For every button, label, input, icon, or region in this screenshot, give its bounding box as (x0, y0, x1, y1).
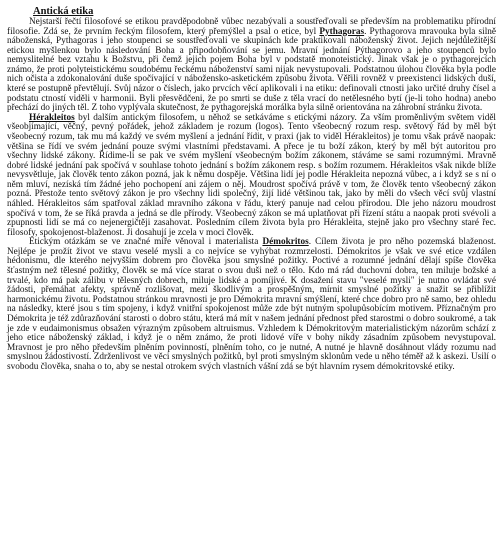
paragraph-text: Nejstarší řečtí filosofové se etikou pravděpodobně vůbec nezabývali a soustřeďovali se především na problematiku přírodní filosofie. Zdá se, že prvním řeckým filosofem, který přemýšlel a psal o etice, byl (7, 17, 496, 37)
paragraph-pythagoras (7, 18, 496, 114)
paragraph-text: . Pythagorova mravouka byla silně náboženská, Pythagoras i jeho stoupenci se soustřeďovali ve skupinách kde praktikovali náboženský život. Jejich nejdůležitější etickou myšlenkou bylo následování Boha a připodobňování se jemu. Mravní jednání Pýthagorovo a jeho stoupenců bylo nemyslitelné bez vztahu k Božstvu, při čemž jejich pojem Boha byl v podstatě monoteistický. Jinak však je o pythagorejcích známo, že proti polyteistickému soudobému řeckému náboženství sami nijak nevystupovali. Podstatnou úlohou člověka byla podle nich očista a zdokonalování duše spočívající v nábožensko-asketickém způsobu života. Věřili rovněž v preexistenci lidských duší, které se postupně převtělují. Svůj názor o číslech, jako prvcích věcí aplikovali i na etiku: definovali ctnosti jako určité druhy čísel a podstatu ctností viděli v harmonii. Byli přesvědčeni, že po smrti se duše z těla vrací do netělesného bytí (je-li toho hodna) anebo přechází do jiných těl. Z toho vyplývala skutečnost, že pythagorejská morálka byla silně orientována na záhrobní stránku života. (7, 26, 497, 114)
page-bottom-edge (0, 530, 503, 534)
paragraph-text: Etickým otázkám se ve značné míře věnoval i materialista (29, 237, 263, 248)
philosopher-name: Hérakleitos (29, 112, 75, 123)
paragraph-text: byl dalším antickým filosofem, u něhož se setkáváme s etickými názory. Za vším proměnlivým světem viděl všeobjímající, věčný, pevný pořádek, jehož základem je rozum (logos). Tento všeobecný rozum resp. světový řád by měl být všeobecný rozum, tak mu má každý ve svém myšlení a jednání řídit, v praxi (jak to viděl Hérakleitos) je tomu však právě naopak: většina se řídí ve svém jednání pouze svými vlastními představami. A přece je tu boží zákon, který by měl být autoritou pro všechny lidské zákony. Řídime-li se pak ve svém myšlení všeobecným božím zákonem, stáváme se sami rozumnými. Mravně dobré lidské jednání pak spočívá v souhlase tohoto jednání s božím zákonem resp. s božím rozumem. Hérakleitos však nikde blíže nevysvětluje, jak člověk tento zákon pozná, jak k němu dospěje. Většina lidí jej podle Hérakleita nepozná vůbec, a i když se s ní o něm mluví, nezíská tím žádné jeho pochopení ani zájem o něj. Moudrost spočívá právě v tom, že člověk tento všeobecný zákon pozná. Přestože tento světový zákon je pro všechny lidi společný, žijí lidé většinou tak, jako by měli do všech věcí svůj vlastní náhled. Hérakleitos sám spatřoval základ mravního zákona v řádu, který panuje nad celou přírodou. Dle jeho názoru moudrost spočívá v tom, že se říká pravda a jedná se dle přírody. Všeobecný zákon se má uplatňovat při řízení státu a naopak proti svévoli a zpupnosti lidí se má co nejenergičtěji zasahovat. Posledním cílem života byla pro Hérakleita, stejně jako pro všechny staré řec. filosofy, spokojenost-blaženost. Ji dosahují je zcela v moci člověk. (7, 112, 496, 238)
paragraph-text: . Cílem života je pro něho pozemská blaženost. Nejlépe je prožít život ve stavu veselé mysli a co nejvíce se vyhýbat rozmrzelosti. Démokritos je však ve své etice vzdálen hédonismu, dle kterého nejvyšším dobrem pro člověka jsou smyslné požitky. Poctivé a rozumné jednání dělají spíše člověka šťastným než tělesné požitky, člověk se má více starat o svou duši než o tělo. Kdo má rád duchovní dobra, ten miluje božské a trvalé, kdo má pak zálibu v tělesných dobrech, miluje lidské a pomíjivé. K dosažení stavu "veselé mysli" je nutno ovládat své žádosti, přemáhat afekty, správně rozlišovat, mezi škodlivým a prospěšným, mírnit smyslné požitky a snažit se přiblížit harmonickému životu. Podstatnou stránkou mravnosti je pro Démokrita mravní smýšlení, které chce dobro pro ně samo, bez ohledu na následky, které jsou s tím spojeny, i když vnitřní spokojenost může zde být nutným spolupůsobícím motivem. Příznačným pro Démokrita je též zdůrazňování starosti o dobro státu, která má mít v našem jednání přednost před starostmi o dobro soukromé, a tak je zde v eudaimonismus obsažen výrazným způsobem altruismus. Vzhledem k Démokritovým materialistickým názorům schází z jeho etice náboženský základ, i když je o něm známo, že proti lidové víře v bohy nikdy zásadním způsobem nevystupoval. Mravnost je pro něho především plněním povinností, plněním toho, co je nutné, A nutné je hlavně dosáhnout vlády rozumu nad smyslnou žádostivostí. Zdrženlivost ve věci smyslných požitků, byl proti smyslným sklonům vede u něho téměř až k askezi. Usilí o svobodu člověka, snaha o to, aby se nestal otrokem svých vlastních vášní zdá se být hlavním rysem démokritovské etiky. (7, 237, 496, 372)
document-title: Antická etika (33, 6, 94, 17)
paragraph-demokritos (7, 238, 496, 372)
paragraph-herakleitos (7, 114, 496, 239)
philosopher-name: Pythagoras (319, 26, 365, 37)
philosopher-name: Démokritos (262, 237, 309, 248)
